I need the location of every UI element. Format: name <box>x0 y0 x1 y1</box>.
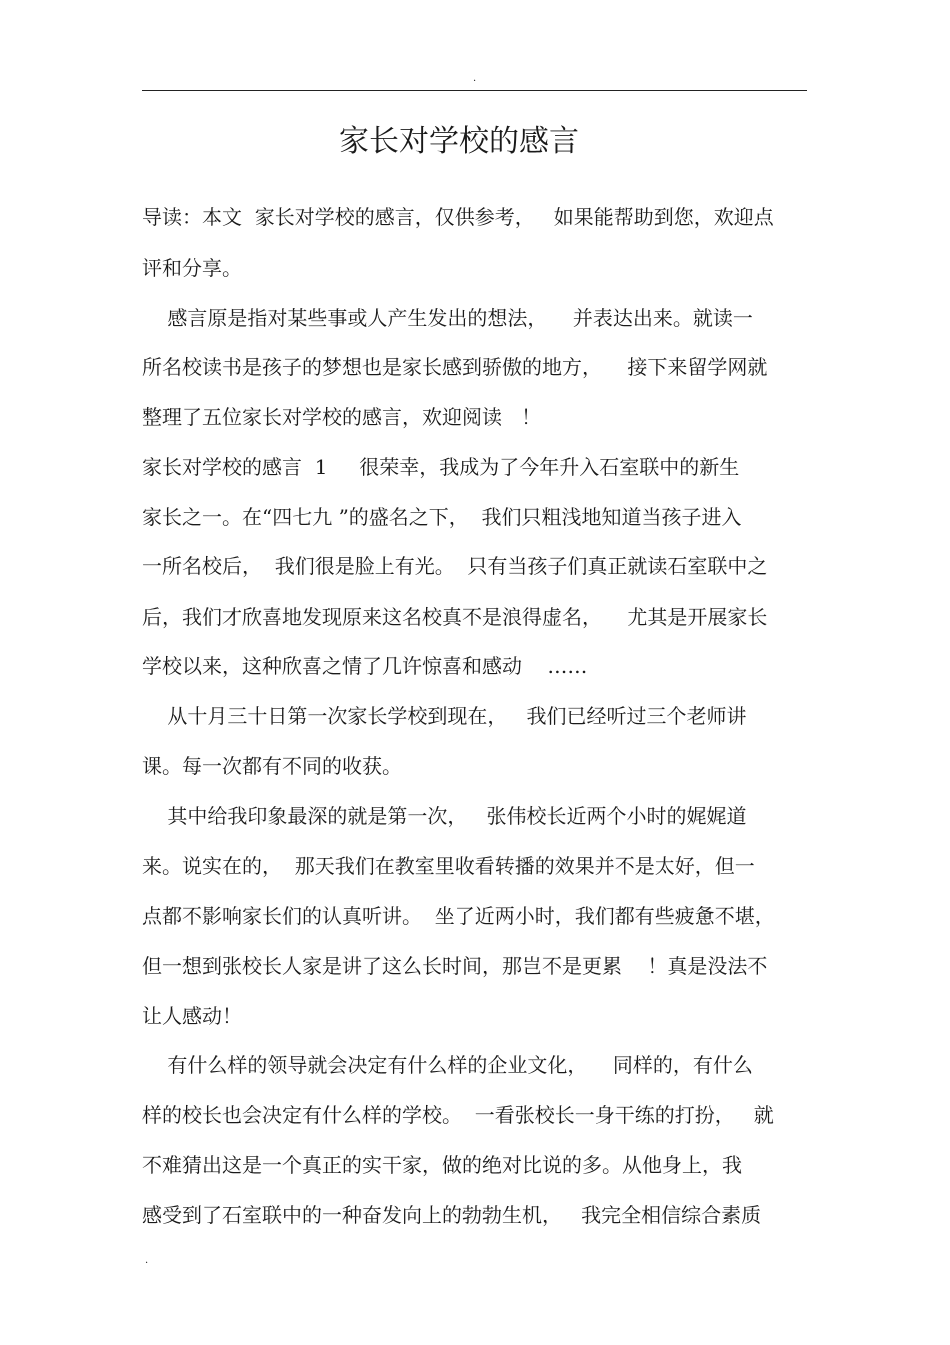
body-line: 家长对学校的感言 1 很荣幸，我成为了今年升入石室联中的新生 <box>142 455 740 479</box>
body-line: 一所名校后， 我们很是脸上有光。 只有当孩子们真正就读石室联中之 <box>142 554 768 578</box>
footer-mark: . <box>145 1255 149 1266</box>
body-line: 所名校读书是孩子的梦想也是家长感到骄傲的地方， 接下来留学网就 <box>142 355 768 379</box>
body-line: 整理了五位家长对学校的感言，欢迎阅读 ！ <box>142 405 542 429</box>
body-line: 导读：本文 家长对学校的感言，仅供参考， 如果能帮助到您，欢迎点 <box>142 205 774 229</box>
body-line: 学校以来，这种欣喜之情了几许惊喜和感动 …… <box>142 654 588 678</box>
body-line: 但一想到张校长人家是讲了这么长时间，那岂不是更累 ！真是没法不 <box>142 954 768 978</box>
body-line: 从十月三十日第一次家长学校到现在， 我们已经听过三个老师讲 <box>142 704 747 728</box>
body-line: 来。说实在的， 那天我们在教室里收看转播的效果并不是太好，但一 <box>142 854 755 878</box>
body-line: 课。每一次都有不同的收获。 <box>142 754 402 778</box>
body-line: 家长之一。在“四七九 ”的盛名之下， 我们只粗浅地知道当孩子进入 <box>142 505 742 529</box>
body-line: 评和分享。 <box>142 256 242 280</box>
body-line: 让人感动！ <box>142 1004 242 1028</box>
body-line: 其中给我印象最深的就是第一次， 张伟校长近两个小时的娓娓道 <box>142 804 747 828</box>
body-line: 后，我们才欣喜地发现原来这名校真不是浪得虚名， 尤其是开展家长 <box>142 605 768 629</box>
body-line: 有什么样的领导就会决定有什么样的企业文化， 同样的，有什么 <box>142 1053 753 1077</box>
body-line: 样的校长也会决定有什么样的学校。 一看张校长一身干练的打扮， 就 <box>142 1103 774 1127</box>
document-title: 家长对学校的感言 <box>339 124 579 159</box>
header-mark: . <box>473 73 477 84</box>
body-line: 感受到了石室联中的一种奋发向上的勃勃生机， 我完全相信综合素质 <box>142 1203 762 1227</box>
body-line: 不难猜出这是一个真正的实干家，做的绝对比说的多。从他身上，我 <box>142 1153 742 1177</box>
header-divider <box>142 90 807 91</box>
body-line: 感言原是指对某些事或人产生发出的想法， 并表达出来。就读一 <box>142 306 753 330</box>
body-line: 点都不影响家长们的认真听讲。 坐了近两小时，我们都有些疲惫不堪， <box>142 904 775 928</box>
